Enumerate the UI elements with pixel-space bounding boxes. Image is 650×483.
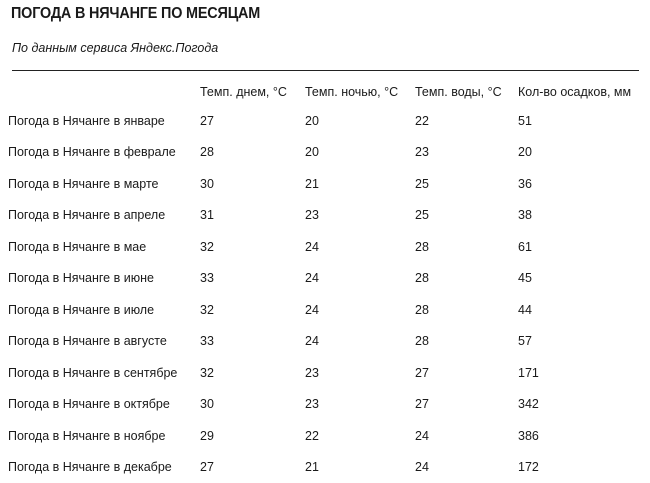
day-temp-cell: 28 [200, 137, 305, 169]
precipitation-cell: 20 [518, 137, 650, 169]
night-temp-cell: 24 [305, 263, 415, 295]
row-label: Погода в Нячанге в феврале [8, 137, 200, 169]
source-subtitle: По данным сервиса Яндекс.Погода [12, 41, 218, 55]
table-row [8, 137, 650, 169]
precipitation-cell: 172 [518, 452, 650, 483]
weather-table [8, 74, 650, 483]
divider [12, 70, 639, 71]
night-temp-cell: 24 [305, 326, 415, 358]
day-temp-cell: 27 [200, 105, 305, 137]
day-temp-cell: 33 [200, 263, 305, 295]
water-temp-cell: 27 [415, 357, 518, 389]
precipitation-cell: 45 [518, 263, 650, 295]
night-temp-cell: 21 [305, 452, 415, 483]
table-row [8, 294, 650, 326]
row-label: Погода в Нячанге в марте [8, 168, 200, 200]
row-label: Погода в Нячанге в июне [8, 263, 200, 295]
table-row [8, 263, 650, 295]
night-temp-cell: 23 [305, 200, 415, 232]
night-temp-cell: 20 [305, 105, 415, 137]
night-temp-cell: 22 [305, 420, 415, 452]
water-temp-cell: 22 [415, 105, 518, 137]
table-body [8, 105, 650, 483]
day-temp-cell: 32 [200, 294, 305, 326]
night-temp-cell: 21 [305, 168, 415, 200]
row-label: Погода в Нячанге в апреле [8, 200, 200, 232]
water-temp-cell: 24 [415, 452, 518, 483]
header-cell-night-temp: Темп. ночью, °C [305, 74, 415, 105]
day-temp-cell: 33 [200, 326, 305, 358]
water-temp-cell: 28 [415, 326, 518, 358]
water-temp-cell: 24 [415, 420, 518, 452]
day-temp-cell: 29 [200, 420, 305, 452]
page-title: ПОГОДА В НЯЧАНГЕ ПО МЕСЯЦАМ [11, 5, 260, 23]
day-temp-cell: 32 [200, 357, 305, 389]
header-cell-precipitation: Кол-во осадков, мм [518, 74, 650, 105]
day-temp-cell: 31 [200, 200, 305, 232]
water-temp-cell: 25 [415, 168, 518, 200]
precipitation-cell: 38 [518, 200, 650, 232]
night-temp-cell: 23 [305, 389, 415, 421]
table-row [8, 326, 650, 358]
water-temp-cell: 25 [415, 200, 518, 232]
table-row [8, 168, 650, 200]
row-label: Погода в Нячанге в сентябре [8, 357, 200, 389]
water-temp-cell: 27 [415, 389, 518, 421]
table-row [8, 420, 650, 452]
night-temp-cell: 24 [305, 231, 415, 263]
table-row [8, 389, 650, 421]
row-label: Погода в Нячанге в ноябре [8, 420, 200, 452]
header-cell-label [8, 74, 200, 105]
header-cell-day-temp: Темп. днем, °C [200, 74, 305, 105]
precipitation-cell: 51 [518, 105, 650, 137]
row-label: Погода в Нячанге в августе [8, 326, 200, 358]
day-temp-cell: 30 [200, 389, 305, 421]
precipitation-cell: 171 [518, 357, 650, 389]
precipitation-cell: 44 [518, 294, 650, 326]
row-label: Погода в Нячанге в июле [8, 294, 200, 326]
table-row [8, 357, 650, 389]
header-row [8, 74, 650, 105]
day-temp-cell: 30 [200, 168, 305, 200]
night-temp-cell: 23 [305, 357, 415, 389]
water-temp-cell: 28 [415, 294, 518, 326]
table-row [8, 200, 650, 232]
table-header [8, 74, 650, 105]
precipitation-cell: 61 [518, 231, 650, 263]
water-temp-cell: 23 [415, 137, 518, 169]
precipitation-cell: 342 [518, 389, 650, 421]
table-row [8, 105, 650, 137]
precipitation-cell: 57 [518, 326, 650, 358]
day-temp-cell: 27 [200, 452, 305, 483]
night-temp-cell: 20 [305, 137, 415, 169]
table-row [8, 452, 650, 483]
precipitation-cell: 36 [518, 168, 650, 200]
header-cell-water-temp: Темп. воды, °C [415, 74, 518, 105]
table-row [8, 231, 650, 263]
row-label: Погода в Нячанге в декабре [8, 452, 200, 483]
row-label: Погода в Нячанге в январе [8, 105, 200, 137]
night-temp-cell: 24 [305, 294, 415, 326]
day-temp-cell: 32 [200, 231, 305, 263]
water-temp-cell: 28 [415, 231, 518, 263]
precipitation-cell: 386 [518, 420, 650, 452]
row-label: Погода в Нячанге в мае [8, 231, 200, 263]
row-label: Погода в Нячанге в октябре [8, 389, 200, 421]
water-temp-cell: 28 [415, 263, 518, 295]
